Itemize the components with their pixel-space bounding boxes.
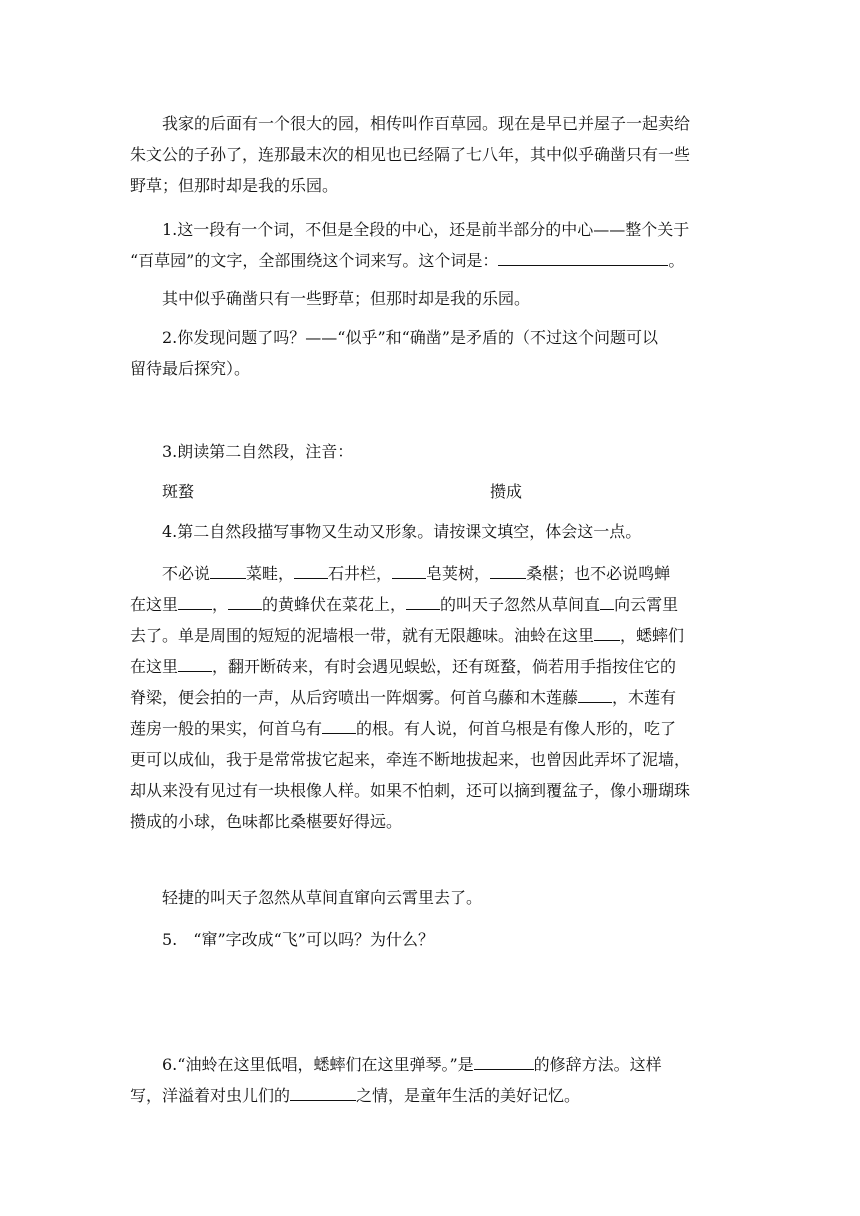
fill-line-6 <box>130 713 735 744</box>
fill-text: 在这里 <box>130 657 179 676</box>
question-5 <box>130 924 735 955</box>
word-banmao: 斑蝥 <box>162 482 195 501</box>
word-zancheng: 攒成 <box>490 482 523 501</box>
question-3 <box>130 436 735 467</box>
question-1-end: 。 <box>668 251 685 270</box>
fill-line-9: 攒成的小球，色味都比桑椹要好得远。 <box>130 812 403 831</box>
quote-1 <box>130 283 735 314</box>
fill-text: ， <box>212 595 229 614</box>
passage-paragraph <box>130 108 735 201</box>
fill-text: 之情，是童年生活的美好记忆。 <box>356 1086 581 1105</box>
question-1-line <box>130 245 735 276</box>
fill-text: 的黄蜂伏在菜花上， <box>262 595 407 614</box>
fill-text: 6.“油蛉在这里低唱，蟋蟀们在这里弹琴。”是 <box>130 1055 474 1074</box>
fill-text: 石井栏， <box>328 564 393 583</box>
answer-blank[interactable] <box>294 564 328 579</box>
fill-text: 去了。单是周围的短短的泥墙根一带，就有无限趣味。油蛉在这里 <box>130 626 595 645</box>
answer-blank[interactable] <box>178 657 212 672</box>
question-4-text: 4.第二自然段描写事物又生动又形象。请按课文填空，体会这一点。 <box>130 522 642 541</box>
answer-blank[interactable] <box>392 564 426 579</box>
question-6-line <box>130 1080 735 1111</box>
fill-line-3 <box>130 620 735 651</box>
quote-1-text: 其中似乎确凿只有一些野草；但那时却是我的乐园。 <box>130 289 531 308</box>
fill-text: 菜畦， <box>246 564 295 583</box>
fill-text: 桑椹；也不必说鸣蝉 <box>526 564 671 583</box>
passage-line: 我家的后面有一个很大的园，相传叫作百草园。现在是早已并屋子一起卖给 <box>130 114 691 133</box>
answer-blank[interactable] <box>290 1086 356 1101</box>
fill-text: 皂荚树， <box>426 564 491 583</box>
answer-blank[interactable] <box>322 719 356 734</box>
answer-blank[interactable] <box>594 626 620 641</box>
question-2 <box>130 322 735 384</box>
answer-blank[interactable] <box>600 595 614 610</box>
question-4 <box>130 516 735 547</box>
answer-blank[interactable] <box>210 564 246 579</box>
passage-line: 朱文公的子孙了，连那最末次的相见也已经隔了七八年，其中似乎确凿只有一些 <box>130 145 691 164</box>
fill-line-2 <box>130 589 735 620</box>
fill-text: 的根。有人说，何首乌根是有像人形的，吃了 <box>356 719 677 738</box>
question-2-line: 2.你发现问题了吗？——“似乎”和“确凿”是矛盾的（不过这个问题可以 <box>130 328 658 347</box>
fill-text: ，木莲有 <box>612 688 677 707</box>
answer-blank[interactable] <box>490 564 526 579</box>
answer-blank[interactable] <box>578 688 612 703</box>
passage-line: 野草；但那时却是我的乐园。 <box>130 176 339 195</box>
fill-in-passage <box>130 558 735 837</box>
fill-text: 的修辞方法。这样 <box>533 1055 662 1074</box>
question-2-line: 留待最后探究）。 <box>130 359 251 378</box>
fill-text: 脊梁，便会拍的一声，从后窍喷出一阵烟雾。何首乌藤和木莲藤 <box>130 688 579 707</box>
fill-line-8: 却从来没有见过有一块根像人样。如果不怕刺，还可以摘到覆盆子，像小珊瑚珠 <box>130 781 691 800</box>
fill-text: 的叫天子忽然从草间直 <box>440 595 601 614</box>
question-1-line: 1.这一段有一个词，不但是全段的中心，还是前半部分的中心——整个关于 <box>130 220 690 239</box>
question-1 <box>130 214 735 276</box>
fill-text: 不必说 <box>130 564 211 583</box>
answer-blank[interactable] <box>474 1055 534 1070</box>
quote-2-text: 轻捷的叫天子忽然从草间直窜向云霄里去了。 <box>130 888 483 907</box>
pinyin-line <box>130 476 735 507</box>
question-5-text: 5. “窜”字改成“飞”可以吗？为什么？ <box>130 930 434 949</box>
fill-text: 向云霄里 <box>614 595 679 614</box>
quote-2 <box>130 882 735 913</box>
answer-blank[interactable] <box>406 595 440 610</box>
fill-line-7: 更可以成仙，我于是常常拔它起来，牵连不断地拔起来，也曾因此弄坏了泥墙， <box>130 750 691 769</box>
fill-text: 在这里 <box>130 595 179 614</box>
answer-blank[interactable] <box>178 595 212 610</box>
fill-line-4 <box>130 651 735 682</box>
fill-line-1 <box>130 558 735 589</box>
question-1-text: “百草园”的文字，全部围绕这个词来写。这个词是： <box>130 251 499 270</box>
answer-blank[interactable] <box>228 595 262 610</box>
fill-text: ，蟋蟀们 <box>620 626 685 645</box>
pinyin-words <box>130 476 735 507</box>
question-6-line <box>130 1049 735 1080</box>
fill-text: ，翻开断砖来，有时会遇见蜈蚣，还有斑蝥，倘若用手指按住它的 <box>212 657 677 676</box>
fill-text: 莲房一般的果实，何首乌有 <box>130 719 323 738</box>
question-3-text: 3.朗读第二自然段，注音： <box>130 442 354 461</box>
fill-line-5 <box>130 682 735 713</box>
answer-blank[interactable] <box>498 251 668 266</box>
fill-text: 写，洋溢着对虫儿们的 <box>130 1086 291 1105</box>
question-6 <box>130 1049 735 1111</box>
